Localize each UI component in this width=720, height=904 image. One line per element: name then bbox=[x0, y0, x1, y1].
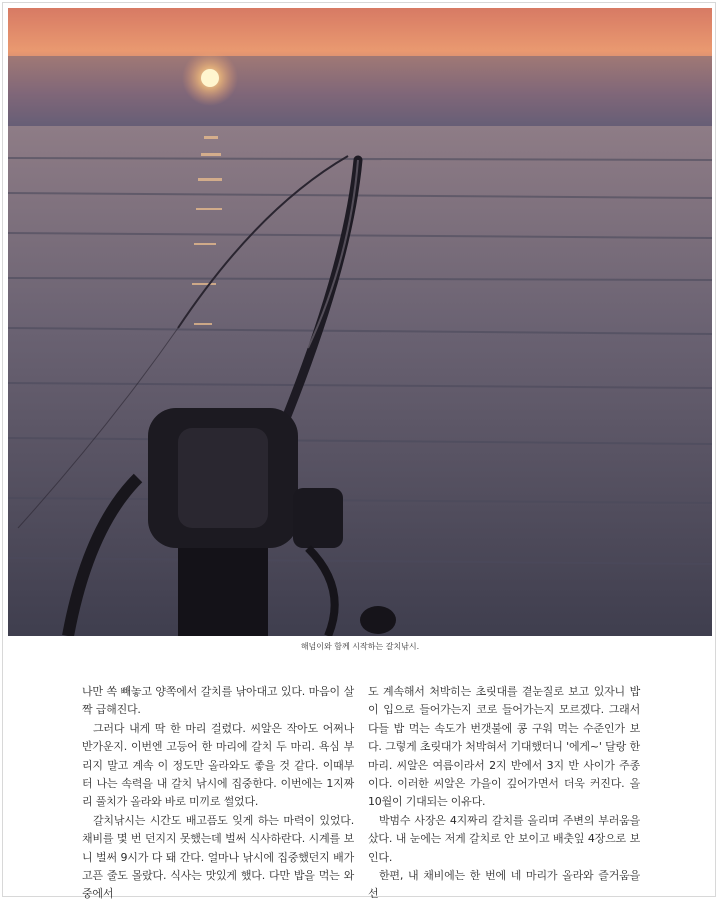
paragraph: 갈치낚시는 시간도 배고픔도 잊게 하는 마력이 있었다. 채비를 몇 번 던지지 못했는데 벌써 식사하란다. 시계를 보니 벌써 9시가 다 돼 간다. 얼마나 낚시에 집중했던지 배가 고픈 줄도 몰랐다. 식사는 맛있게 했다. 다만 밥을 먹는 와중에서 bbox=[82, 813, 354, 901]
paragraph: 박범수 사장은 4지짜리 갈치를 올리며 주변의 부러움을 샀다. 내 눈에는 저게 갈치로 안 보이고 배춧잎 4장으로 보인다. bbox=[368, 813, 640, 864]
article-column-right bbox=[368, 683, 640, 904]
photo-caption: 해넘이와 함께 시작하는 갈치낚시. bbox=[300, 642, 420, 651]
photo-illustration bbox=[8, 8, 712, 636]
paragraph: 도 계속해서 처박히는 초릿대를 곁눈질로 보고 있자니 밥이 입으로 들어가는지 코로 들어가는지 모르겠다. 그래서 다들 밥 먹는 속도가 번갯불에 콩 구워 먹는 수준인가 보다. 그렇게 초릿대가 처박혀서 기대했더니 '에게~' 달랑 한 마리. 씨알은 여름이라서 2지 반에서 3지 반 사이가 주종이다. 이러한 씨알은 가을이 깊어가면서 더욱 커진다. 올 10월이 기대되는 이유다. bbox=[368, 685, 640, 809]
paragraph: 한편, 내 채비에는 한 번에 네 마리가 올라와 즐거움을 선 bbox=[368, 869, 640, 901]
sunset-fishing-photo bbox=[8, 8, 712, 636]
article-column-left bbox=[82, 683, 354, 904]
paragraph: 나만 쏙 빼놓고 양쪽에서 갈치를 낚아대고 있다. 마음이 살짝 급해진다. bbox=[82, 685, 354, 717]
paragraph: 그러다 내게 딱 한 마리 걸렸다. 씨알은 작아도 어쩌나 반가운지. 이번엔 고등어 한 마리에 갈치 두 마리. 욕심 부리지 말고 계속 이 정도만 올라와도 좋을 것 같다. 이때부터 나는 속력을 내 갈치 낚시에 집중한다. 이번에는 1지짜리 풀치가 올라와 바로 미끼로 썰었다. bbox=[82, 721, 354, 809]
sun bbox=[201, 69, 219, 87]
